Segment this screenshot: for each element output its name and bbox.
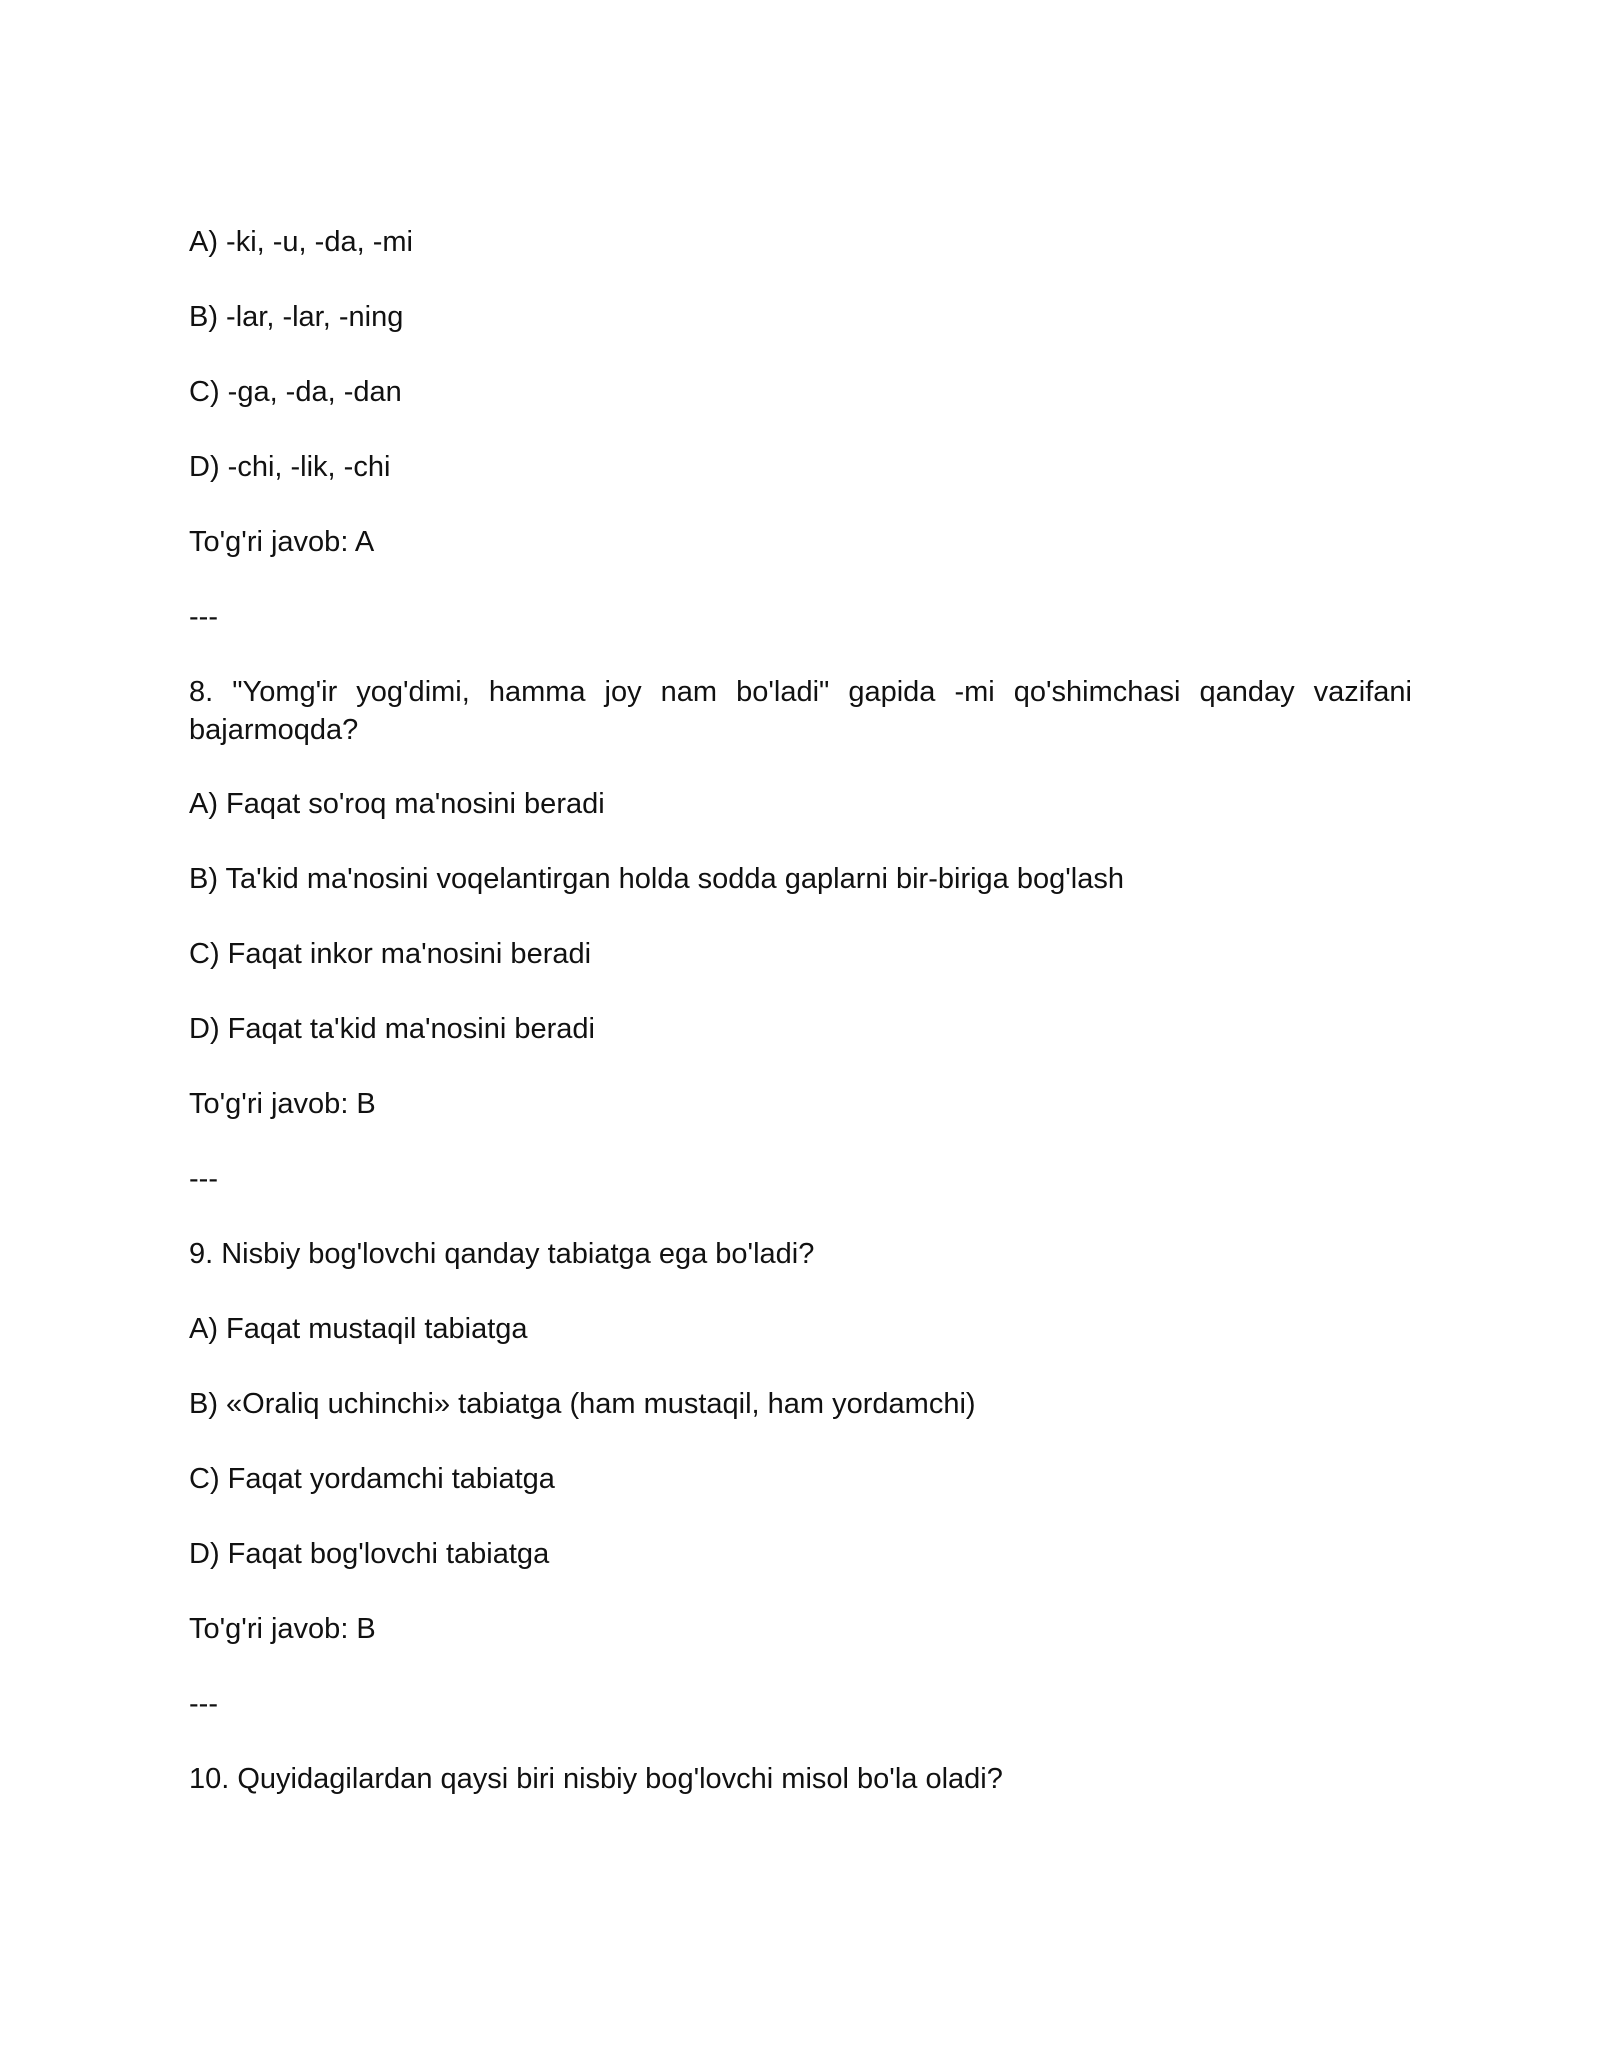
option-d: D) Faqat ta'kid ma'nosini beradi [189,1013,595,1045]
option-d: D) -chi, -lik, -chi [189,451,391,483]
question-8: 8. "Yomg'ir yog'dimi, hamma joy nam bo'ladi" gapida -mi qo'shimchasi qanday vazifani bajarmoqda? [189,676,1412,746]
option-b: B) «Oraliq uchinchi» tabiatga (ham mustaqil, ham yordamchi) [189,1388,976,1420]
separator: --- [189,1688,218,1720]
option-a: A) Faqat so'roq ma'nosini beradi [189,788,605,820]
option-a: A) Faqat mustaqil tabiatga [189,1313,528,1345]
option-c: C) -ga, -da, -dan [189,376,402,408]
option-b: B) -lar, -lar, -ning [189,301,404,333]
question-9: 9. Nisbiy bog'lovchi qanday tabiatga ega bo'ladi? [189,1238,815,1270]
answer-line: To'g'ri javob: A [189,526,375,558]
option-c: C) Faqat inkor ma'nosini beradi [189,938,592,970]
question-10: 10. Quyidagilardan qaysi biri nisbiy bog'lovchi misol bo'la oladi? [189,1763,1003,1795]
option-c: C) Faqat yordamchi tabiatga [189,1463,555,1495]
option-d: D) Faqat bog'lovchi tabiatga [189,1538,550,1570]
option-a: A) -ki, -u, -da, -mi [189,226,413,258]
option-b: B) Ta'kid ma'nosini voqelantirgan holda sodda gaplarni bir-biriga bog'lash [189,863,1124,895]
answer-line: To'g'ri javob: B [189,1088,376,1120]
separator: --- [189,1163,218,1195]
answer-line: To'g'ri javob: B [189,1613,376,1645]
separator: --- [189,601,218,633]
